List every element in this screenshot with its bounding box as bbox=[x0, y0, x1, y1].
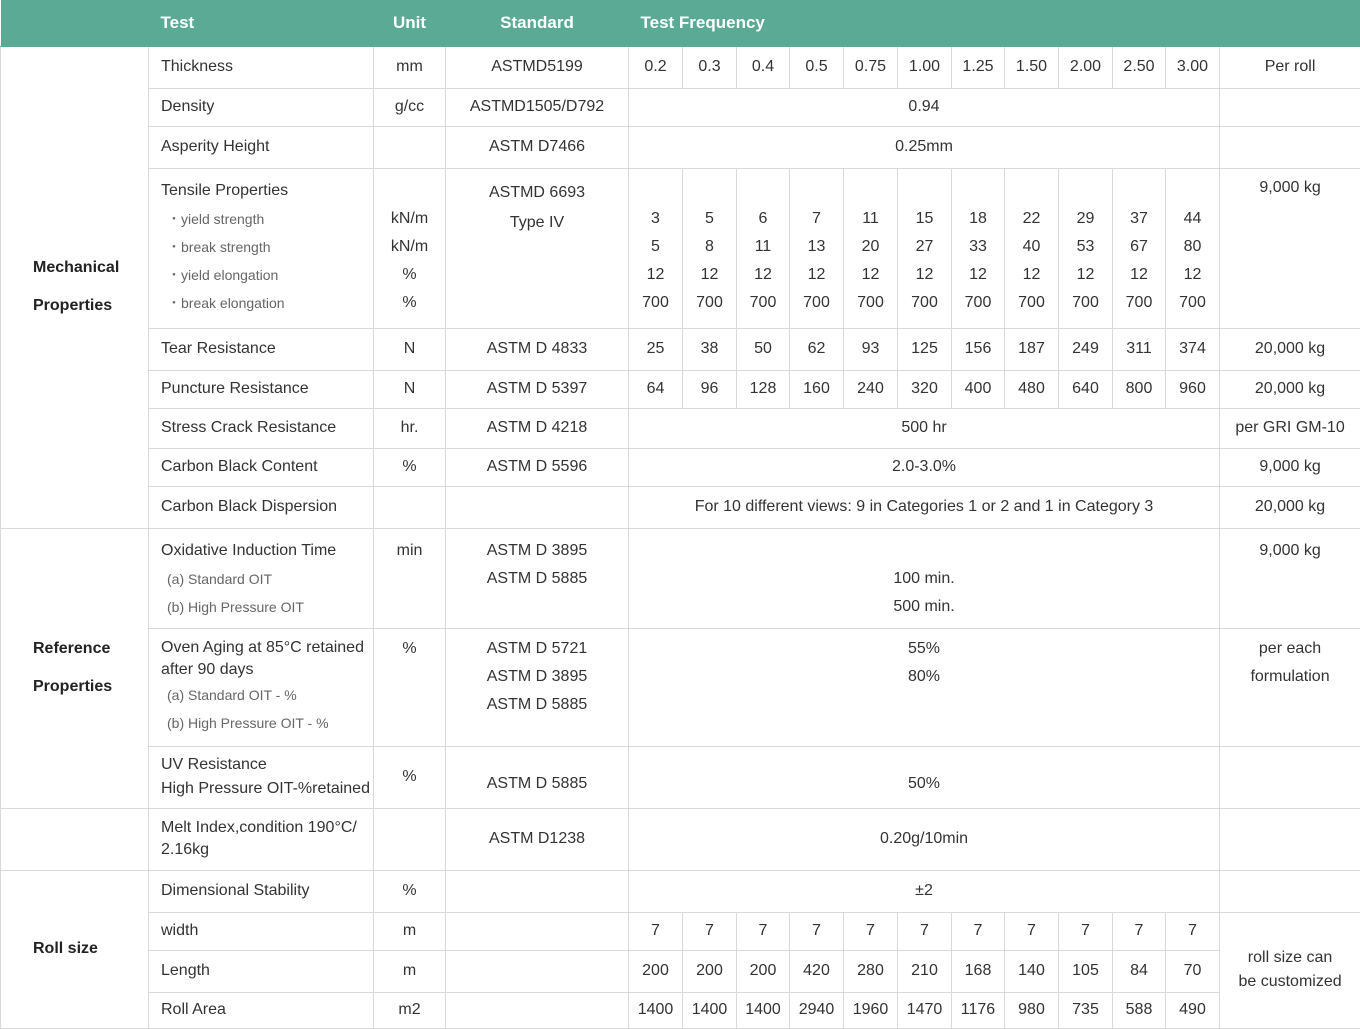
frequency-cell bbox=[1220, 126, 1360, 168]
table-row bbox=[1, 486, 1360, 528]
oven-label: Oven Aging at 85°C retained bbox=[161, 637, 373, 659]
table-row bbox=[1, 46, 1360, 88]
value-cell: 128 bbox=[737, 370, 790, 408]
test-name: Dimensional Stability bbox=[149, 870, 374, 912]
table-row bbox=[1, 950, 1360, 992]
standard-cell bbox=[446, 992, 629, 1028]
table-row bbox=[1, 746, 1360, 808]
unit-cell bbox=[374, 808, 446, 870]
value-cell: 7 bbox=[683, 912, 737, 950]
frequency-text: formulation bbox=[1220, 663, 1360, 691]
value-cell: 156 bbox=[952, 328, 1005, 370]
unit-cell bbox=[374, 126, 446, 168]
standard-text: ASTM D 5885 bbox=[446, 565, 628, 593]
test-name: Length bbox=[149, 950, 374, 992]
oit-sub: (a) Standard OIT bbox=[161, 565, 373, 593]
test-name bbox=[149, 168, 374, 328]
value-cell: 44 80 12 700 bbox=[1166, 168, 1220, 328]
standard-cell: ASTM D7466 bbox=[446, 126, 629, 168]
value-cell: 1.50 bbox=[1005, 46, 1059, 88]
value-cell: 200 bbox=[683, 950, 737, 992]
frequency-cell bbox=[1220, 808, 1360, 870]
value-cell: 480 bbox=[1005, 370, 1059, 408]
value-cell: 0.94 bbox=[629, 88, 1220, 126]
value-cell: 22 40 12 700 bbox=[1005, 168, 1059, 328]
standard-text: ASTM D 3895 bbox=[446, 663, 628, 691]
test-name: Carbon Black Content bbox=[149, 448, 374, 486]
unit-cell: % bbox=[374, 746, 446, 808]
tensile-sub: ・break elongation bbox=[161, 289, 373, 317]
value-cell: 160 bbox=[790, 370, 844, 408]
frequency-cell bbox=[1220, 746, 1360, 808]
value-cell: 70 bbox=[1166, 950, 1220, 992]
value-text: 80% bbox=[629, 663, 1219, 691]
frequency-cell: per GRI GM-10 bbox=[1220, 408, 1360, 448]
value-cell: 280 bbox=[844, 950, 898, 992]
table-row bbox=[1, 328, 1360, 370]
value-cell: 5 8 12 700 bbox=[683, 168, 737, 328]
value-cell: 1.00 bbox=[898, 46, 952, 88]
table-row bbox=[1, 448, 1360, 486]
melt-label: 2.16kg bbox=[161, 839, 373, 861]
unit-cell: N bbox=[374, 328, 446, 370]
oit-label: Oxidative Induction Time bbox=[161, 537, 373, 565]
category-label: Properties bbox=[33, 287, 148, 325]
value-cell: 3.00 bbox=[1166, 46, 1220, 88]
value-cell: 980 bbox=[1005, 992, 1059, 1028]
value-cell: 50% bbox=[629, 746, 1220, 808]
test-name: Carbon Black Dispersion bbox=[149, 486, 374, 528]
standard-text: Type IV bbox=[446, 209, 628, 237]
test-name: Puncture Resistance bbox=[149, 370, 374, 408]
value-cell: 490 bbox=[1166, 992, 1220, 1028]
value-cell: 29 53 12 700 bbox=[1059, 168, 1113, 328]
value-cell: 64 bbox=[629, 370, 683, 408]
value-cell: 7 bbox=[737, 912, 790, 950]
value-cell: 187 bbox=[1005, 328, 1059, 370]
value-cell: 800 bbox=[1113, 370, 1166, 408]
value-cell: 15 27 12 700 bbox=[898, 168, 952, 328]
unit-cell: % bbox=[374, 448, 446, 486]
unit-cell: % bbox=[374, 870, 446, 912]
category-blank bbox=[1, 808, 149, 870]
value-cell: 7 bbox=[1166, 912, 1220, 950]
tensile-sub: ・yield strength bbox=[161, 205, 373, 233]
header-frequency: Test Frequency bbox=[629, 0, 1360, 46]
value-cell: 311 bbox=[1113, 328, 1166, 370]
unit-cell: mm bbox=[374, 46, 446, 88]
value-cell: 0.75 bbox=[844, 46, 898, 88]
value-cell: 0.20g/10min bbox=[629, 808, 1220, 870]
unit-cell bbox=[374, 486, 446, 528]
value-cell: 6 11 12 700 bbox=[737, 168, 790, 328]
value-cell: 960 bbox=[1166, 370, 1220, 408]
value-cell: 7 bbox=[1059, 912, 1113, 950]
test-name: Stress Crack Resistance bbox=[149, 408, 374, 448]
value-cell: 2940 bbox=[790, 992, 844, 1028]
standard-text: ASTMD 6693 bbox=[446, 177, 628, 209]
value-cell bbox=[629, 528, 1220, 628]
standard-cell: ASTMD5199 bbox=[446, 46, 629, 88]
value-cell: 240 bbox=[844, 370, 898, 408]
value-cell: 500 hr bbox=[629, 408, 1220, 448]
value-cell: 400 bbox=[952, 370, 1005, 408]
value-cell: 96 bbox=[683, 370, 737, 408]
unit-cell: m2 bbox=[374, 992, 446, 1028]
standard-cell bbox=[446, 486, 629, 528]
frequency-cell: 9,000 kg bbox=[1220, 168, 1360, 328]
category-label: Mechanical bbox=[33, 249, 148, 287]
value-cell: 200 bbox=[629, 950, 683, 992]
value-cell: 84 bbox=[1113, 950, 1166, 992]
oven-sub: (a) Standard OIT - % bbox=[161, 681, 373, 709]
unit-cell: m bbox=[374, 950, 446, 992]
value-cell: 0.4 bbox=[737, 46, 790, 88]
value-cell: 210 bbox=[898, 950, 952, 992]
frequency-cell bbox=[1220, 912, 1360, 1028]
frequency-text: per each bbox=[1220, 635, 1360, 663]
table-row bbox=[1, 808, 1360, 870]
standard-cell bbox=[446, 168, 629, 328]
standard-cell: ASTM D 5397 bbox=[446, 370, 629, 408]
value-cell: ±2 bbox=[629, 870, 1220, 912]
value-cell: 7 bbox=[1005, 912, 1059, 950]
standard-cell: ASTM D1238 bbox=[446, 808, 629, 870]
frequency-cell bbox=[1220, 870, 1360, 912]
table-row bbox=[1, 168, 1360, 328]
standard-text: ASTM D 5885 bbox=[446, 691, 628, 719]
value-cell: 588 bbox=[1113, 992, 1166, 1028]
uv-label: High Pressure OIT-%retained bbox=[161, 777, 373, 801]
value-cell: 7 13 12 700 bbox=[790, 168, 844, 328]
value-cell: 2.00 bbox=[1059, 46, 1113, 88]
value-cell: 249 bbox=[1059, 328, 1113, 370]
tensile-label: Tensile Properties bbox=[161, 177, 373, 205]
table-row bbox=[1, 126, 1360, 168]
test-name bbox=[149, 628, 374, 746]
standard-text: ASTM D 3895 bbox=[446, 537, 628, 565]
frequency-cell: 20,000 kg bbox=[1220, 486, 1360, 528]
test-name bbox=[149, 746, 374, 808]
value-cell: 640 bbox=[1059, 370, 1113, 408]
tensile-sub: ・break strength bbox=[161, 233, 373, 261]
test-name: width bbox=[149, 912, 374, 950]
unit-cell: g/cc bbox=[374, 88, 446, 126]
category-label: Properties bbox=[33, 668, 148, 706]
test-name: Thickness bbox=[149, 46, 374, 88]
standard-cell bbox=[446, 912, 629, 950]
value-cell: 0.25mm bbox=[629, 126, 1220, 168]
category-mechanical bbox=[1, 46, 149, 528]
table-row bbox=[1, 88, 1360, 126]
unit-text: kN/m bbox=[374, 233, 445, 261]
value-cell: 168 bbox=[952, 950, 1005, 992]
header-unit: Unit bbox=[374, 0, 446, 46]
value-cell: 25 bbox=[629, 328, 683, 370]
uv-label: UV Resistance bbox=[161, 753, 373, 777]
frequency-cell: 20,000 kg bbox=[1220, 328, 1360, 370]
category-label: Reference bbox=[33, 630, 148, 668]
table-row bbox=[1, 992, 1360, 1028]
standard-cell bbox=[446, 628, 629, 746]
table-row bbox=[1, 408, 1360, 448]
value-cell: 50 bbox=[737, 328, 790, 370]
value-cell: 7 bbox=[898, 912, 952, 950]
value-cell: 7 bbox=[790, 912, 844, 950]
value-cell: 0.5 bbox=[790, 46, 844, 88]
standard-cell: ASTM D 4833 bbox=[446, 328, 629, 370]
value-cell: 7 bbox=[952, 912, 1005, 950]
frequency-cell: Per roll bbox=[1220, 46, 1360, 88]
table-row bbox=[1, 628, 1360, 746]
value-cell: 735 bbox=[1059, 992, 1113, 1028]
value-cell: For 10 different views: 9 in Categories 1 or 2 and 1 in Category 3 bbox=[629, 486, 1220, 528]
header-row bbox=[1, 0, 1360, 46]
standard-cell bbox=[446, 870, 629, 912]
standard-cell: ASTMD1505/D792 bbox=[446, 88, 629, 126]
frequency-cell: 20,000 kg bbox=[1220, 370, 1360, 408]
value-cell: 18 33 12 700 bbox=[952, 168, 1005, 328]
standard-cell: ASTM D 4218 bbox=[446, 408, 629, 448]
value-cell: 2.0-3.0% bbox=[629, 448, 1220, 486]
value-cell: 105 bbox=[1059, 950, 1113, 992]
value-cell: 38 bbox=[683, 328, 737, 370]
standard-text: ASTM D 5721 bbox=[446, 635, 628, 663]
value-cell: 0.2 bbox=[629, 46, 683, 88]
unit-cell: m bbox=[374, 912, 446, 950]
test-name: Asperity Height bbox=[149, 126, 374, 168]
value-cell: 3 5 12 700 bbox=[629, 168, 683, 328]
table-row bbox=[1, 870, 1360, 912]
table-row bbox=[1, 912, 1360, 950]
header-test: Test bbox=[149, 0, 374, 46]
unit-text: % bbox=[374, 261, 445, 289]
value-cell: 1470 bbox=[898, 992, 952, 1028]
value-cell: 1400 bbox=[629, 992, 683, 1028]
value-text: 55% bbox=[629, 635, 1219, 663]
value-cell: 7 bbox=[1113, 912, 1166, 950]
melt-label: Melt Index,condition 190°C/ bbox=[161, 817, 373, 839]
frequency-cell bbox=[1220, 88, 1360, 126]
oven-sub: (b) High Pressure OIT - % bbox=[161, 709, 373, 737]
unit-text: % bbox=[374, 289, 445, 317]
category-reference bbox=[1, 528, 149, 808]
unit-cell: N bbox=[374, 370, 446, 408]
value-text: 100 min. bbox=[629, 565, 1219, 593]
value-cell: 140 bbox=[1005, 950, 1059, 992]
oven-label: after 90 days bbox=[161, 659, 373, 681]
category-roll: Roll size bbox=[1, 870, 149, 1028]
table-row bbox=[1, 370, 1360, 408]
value-cell: 11 20 12 700 bbox=[844, 168, 898, 328]
roll-note: roll size can bbox=[1220, 946, 1360, 970]
unit-cell bbox=[374, 168, 446, 328]
unit-cell: min bbox=[374, 528, 446, 628]
test-name: Roll Area bbox=[149, 992, 374, 1028]
value-cell: 7 bbox=[629, 912, 683, 950]
value-cell: 62 bbox=[790, 328, 844, 370]
value-cell: 125 bbox=[898, 328, 952, 370]
value-cell bbox=[629, 628, 1220, 746]
value-cell: 1400 bbox=[683, 992, 737, 1028]
value-cell: 1960 bbox=[844, 992, 898, 1028]
value-cell: 374 bbox=[1166, 328, 1220, 370]
standard-cell: ASTM D 5885 bbox=[446, 746, 629, 808]
table-row bbox=[1, 528, 1360, 628]
value-cell: 0.3 bbox=[683, 46, 737, 88]
value-cell: 1176 bbox=[952, 992, 1005, 1028]
test-name: Density bbox=[149, 88, 374, 126]
roll-note: be customized bbox=[1220, 970, 1360, 994]
header-standard: Standard bbox=[446, 0, 629, 46]
value-cell: 2.50 bbox=[1113, 46, 1166, 88]
test-name: Tear Resistance bbox=[149, 328, 374, 370]
unit-text: kN/m bbox=[374, 205, 445, 233]
standard-cell bbox=[446, 528, 629, 628]
frequency-cell: 9,000 kg bbox=[1220, 448, 1360, 486]
value-cell: 37 67 12 700 bbox=[1113, 168, 1166, 328]
standard-cell: ASTM D 5596 bbox=[446, 448, 629, 486]
test-name bbox=[149, 528, 374, 628]
unit-cell: % bbox=[374, 628, 446, 746]
value-cell: 7 bbox=[844, 912, 898, 950]
value-cell: 1.25 bbox=[952, 46, 1005, 88]
oit-sub: (b) High Pressure OIT bbox=[161, 593, 373, 621]
value-text: 500 min. bbox=[629, 593, 1219, 621]
value-cell: 320 bbox=[898, 370, 952, 408]
unit-cell: hr. bbox=[374, 408, 446, 448]
test-name bbox=[149, 808, 374, 870]
value-cell: 1400 bbox=[737, 992, 790, 1028]
frequency-cell: 9,000 kg bbox=[1220, 528, 1360, 628]
value-cell: 200 bbox=[737, 950, 790, 992]
header-blank bbox=[1, 0, 149, 46]
frequency-cell bbox=[1220, 628, 1360, 746]
standard-cell bbox=[446, 950, 629, 992]
value-cell: 93 bbox=[844, 328, 898, 370]
tensile-sub: ・yield elongation bbox=[161, 261, 373, 289]
value-cell: 420 bbox=[790, 950, 844, 992]
